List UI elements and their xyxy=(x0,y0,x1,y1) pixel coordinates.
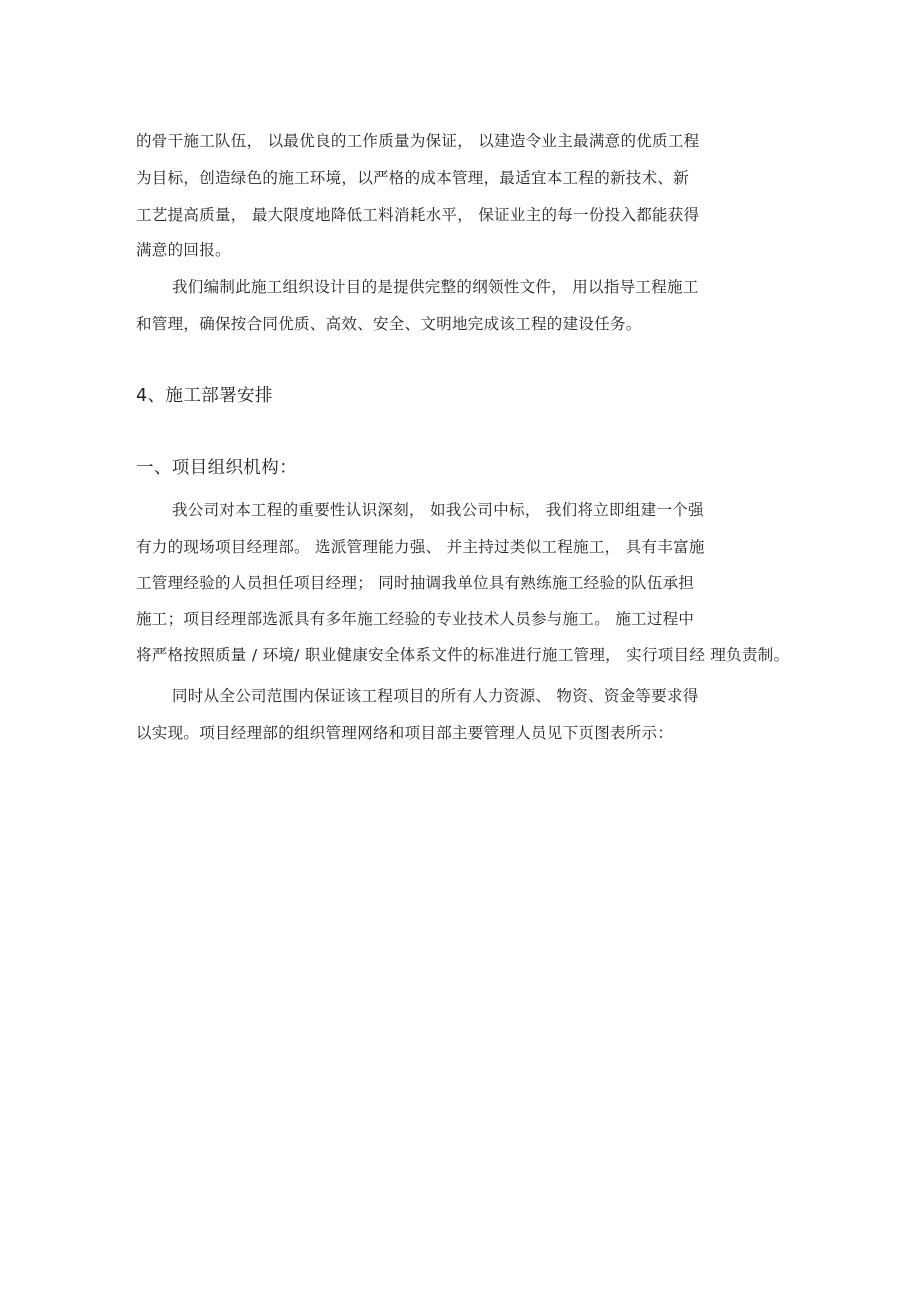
paragraph-line: 的骨干施工队伍， 以最优良的工作质量为保证， 以建造令业主最满意的优质工程 xyxy=(136,132,700,150)
section-heading: 4、施工部署安排 xyxy=(136,386,273,406)
paragraph-line: 工管理经验的人员担任项目经理； 同时抽调我单位具有熟练施工经验的队伍承担 xyxy=(136,574,695,592)
paragraph-line: 以实现。项目经理部的组织管理网络和项目部主要管理人员见下页图表所示： xyxy=(136,724,674,742)
paragraph-line: 我们编制此施工组织设计目的是提供完整的纲领性文件， 用以指导工程施工 xyxy=(172,278,699,296)
paragraph-line: 工艺提高质量， 最大限度地降低工料消耗水平， 保证业主的每一份投入都能获得 xyxy=(136,206,700,224)
subsection-heading: 一、项目组织机构： xyxy=(136,458,298,478)
paragraph-line: 同时从全公司范围内保证该工程项目的所有人力资源、 物资、资金等要求得 xyxy=(172,687,699,705)
paragraph-line: 将严格按照质量 / 环境/ 职业健康安全体系文件的标准进行施工管理， 实行项目经 理负责制。 xyxy=(136,646,790,664)
paragraph-line: 施工；项目经理部选派具有多年施工经验的专业技术人员参与施工。 施工过程中 xyxy=(136,610,695,628)
paragraph-line: 有力的现场项目经理部。 选派管理能力强、 并主持过类似工程施工， 具有丰富施 xyxy=(136,538,705,556)
paragraph-line: 满意的回报。 xyxy=(136,241,231,259)
paragraph-line: 和管理，确保按合同优质、高效、安全、文明地完成该工程的建设任务。 xyxy=(136,315,642,333)
paragraph-line: 为目标，创造绿色的施工环境，以严格的成本管理，最适宜本工程的新技术、新 xyxy=(136,169,690,187)
paragraph-line: 我公司对本工程的重要性认识深刻， 如我公司中标， 我们将立即组建一个强 xyxy=(172,501,704,519)
